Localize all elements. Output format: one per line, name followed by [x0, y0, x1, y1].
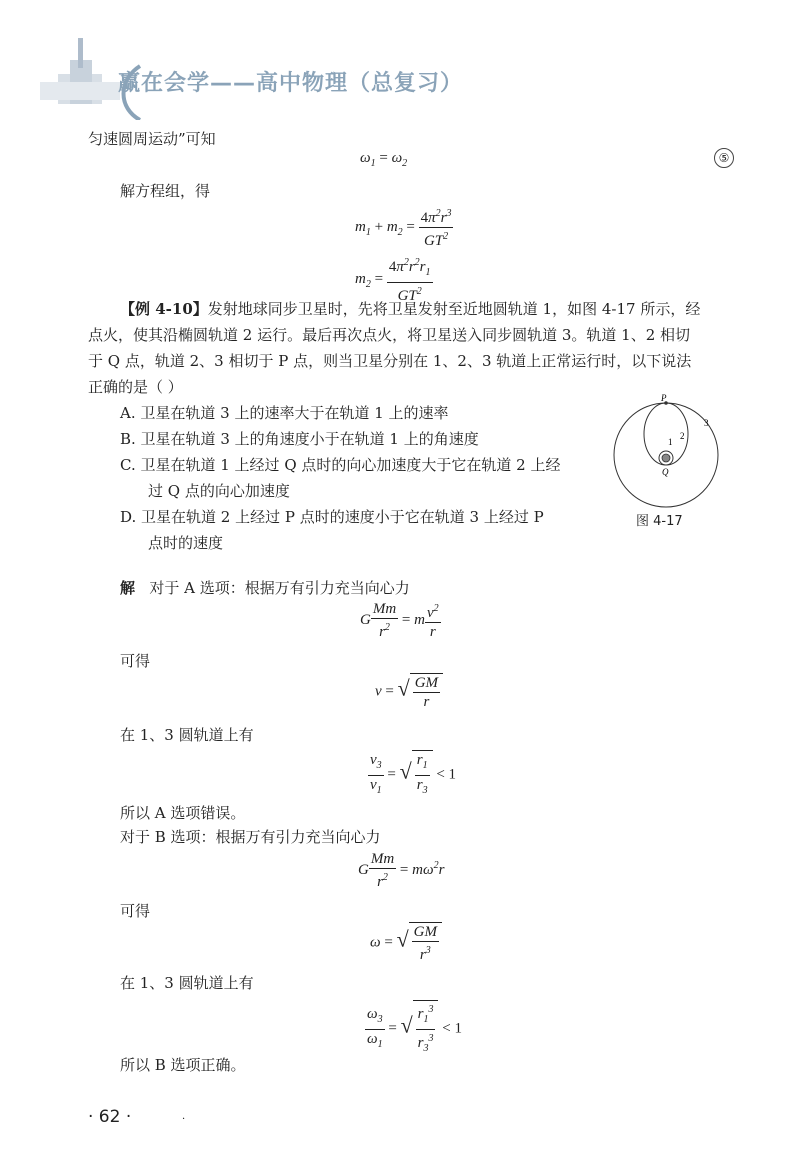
solution-line: 在 1、3 圆轨道上有	[120, 726, 254, 744]
figure-caption: 图 4-17	[636, 514, 683, 529]
example-tag: 【例 4-10】	[120, 300, 208, 318]
label-p: P	[661, 393, 667, 403]
solution-line: 所以 A 选项错误。	[120, 804, 246, 822]
text-line: 匀速圆周运动”可知	[88, 130, 216, 148]
equation-total-mass: $m_1 + m_2$ = $\frac{4\pi^2r^3}{GT^2}$	[355, 205, 453, 250]
equation-velocity-ratio: $\frac{v_3}{v_1}$ = √ $\frac{r_1}{r_3}$ < 1	[368, 750, 456, 800]
label-orbit-3: 3	[704, 418, 709, 428]
option-c: C. 卫星在轨道 1 上经过 Q 点时的向心加速度大于它在轨道 2 上经	[120, 456, 561, 474]
header-title: 赢在会学——高中物理（总复习）	[118, 71, 464, 96]
equation-m2: $m_2$ = $\frac{4\pi^2r^2r_1}{GT^2}$	[355, 254, 433, 305]
option-d-cont: 点时的速度	[148, 534, 224, 552]
orbit-diagram	[606, 393, 726, 508]
example-line: 正确的是（ ）	[88, 378, 183, 396]
text-line: 解方程组，得	[120, 182, 211, 200]
equation-gravity-b: G $\frac{Mm}{r^2}$ = $m\omega^2r$	[358, 851, 445, 890]
equation-omega: $\omega_1 = \omega_2$	[360, 150, 408, 169]
option-c-cont: 过 Q 点的向心加速度	[148, 482, 290, 500]
example-line: 点火，使其沿椭圆轨道 2 运行。最后再次点火，将卫星送入同步圆轨道 3。轨道 1、2 相切	[88, 326, 691, 344]
label-q: Q	[662, 467, 669, 477]
example-line: 于 Q 点，轨道 2、3 相切于 P 点，则当卫星分别在 1、2、3 轨道上正常运行时，以下说法	[88, 352, 692, 370]
label-orbit-1: 1	[668, 437, 673, 447]
option-a: A. 卫星在轨道 3 上的速率大于在轨道 1 上的速率	[120, 404, 449, 422]
option-d: D. 卫星在轨道 2 上经过 P 点时的速度小于它在轨道 3 上经过 P	[120, 508, 544, 526]
earth-icon	[662, 454, 670, 462]
solution-line: 可得	[120, 902, 151, 920]
solution-line: 解 对于 A 选项：根据万有引力充当向心力	[120, 579, 410, 597]
equation-angular-velocity: ω = √ $\frac{GM}{r^3}$	[370, 922, 442, 964]
equation-number-5: ⑤	[714, 148, 734, 168]
equation-gravity-a: G $\frac{Mm}{r^2}$ = m $\frac{v^2}{r}$	[360, 601, 439, 640]
page-number: · 62 ·	[88, 1107, 132, 1127]
label-orbit-2: 2	[680, 431, 685, 441]
solution-line: 可得	[120, 652, 151, 670]
equation-velocity: v = √ $\frac{GM}{r}$	[375, 673, 443, 711]
solution-line: 对于 B 选项：根据万有引力充当向心力	[120, 828, 381, 846]
solution-tag: 解	[120, 579, 136, 597]
solution-line: 所以 B 选项正确。	[120, 1056, 246, 1074]
example-line: 【例 4-10】发射地球同步卫星时，先将卫星发射至近地圆轨道 1，如图 4-17 所示，经	[120, 300, 701, 318]
option-b: B. 卫星在轨道 3 上的角速度小于在轨道 1 上的角速度	[120, 430, 479, 448]
solution-line: 在 1、3 圆轨道上有	[120, 974, 254, 992]
equation-angular-ratio: $\frac{\omega_3}{\omega_1}$ = √ $\frac{r_1^3}{r_3^3}$ < 1	[365, 1000, 462, 1058]
decor-dot: ·	[182, 1114, 186, 1125]
